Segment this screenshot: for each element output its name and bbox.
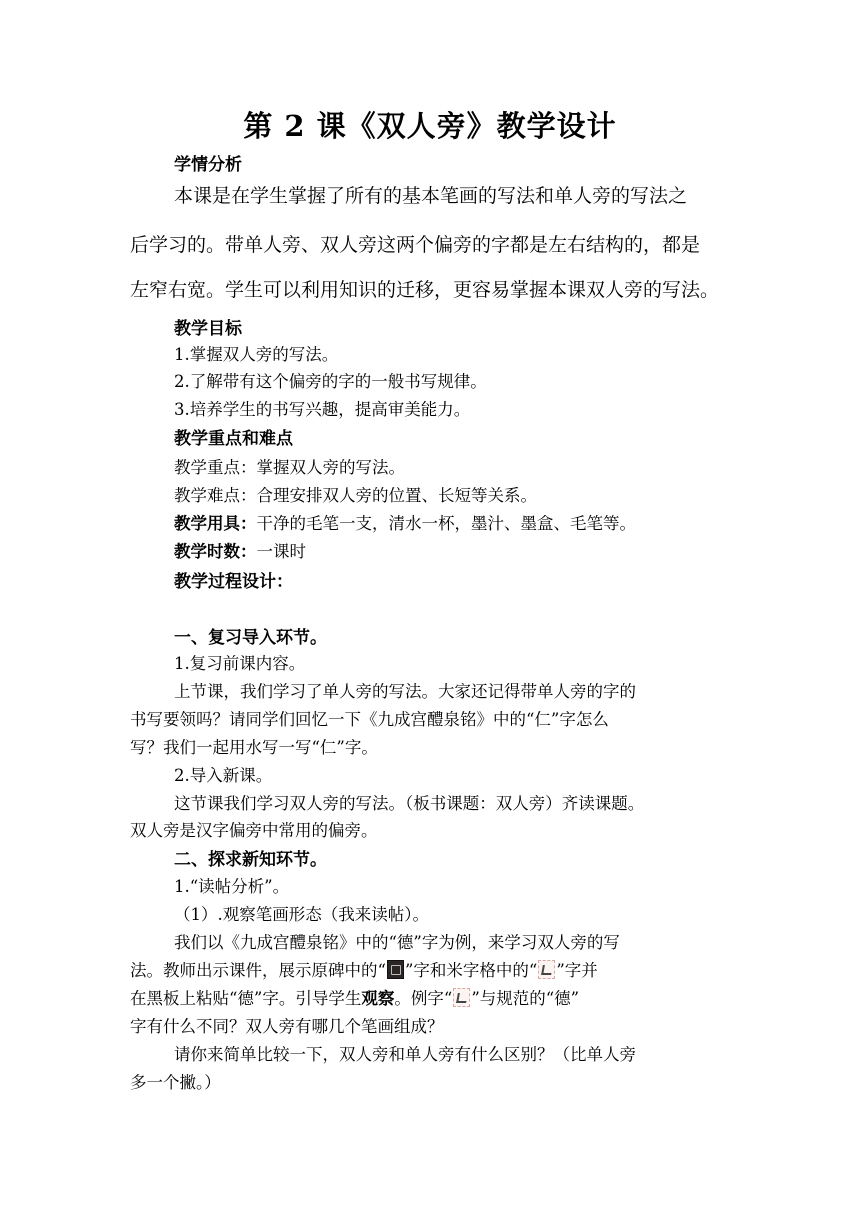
heading-part1: 一、复习导入环节。 <box>174 628 327 648</box>
heading-mubiao: 教学目标 <box>174 319 242 339</box>
part2-p2-line-2: 多一个撇。） <box>130 1073 221 1092</box>
part2-sub1a: （1）.观察笔画形态（我来读帖）。 <box>174 905 429 924</box>
part1-para2-line-1: 这节课我们学习双人旁的写法。（板书课题：双人旁）齐读课题。 <box>174 794 645 813</box>
heading-xueqing: 学情分析 <box>174 155 242 175</box>
part1-para1-line-2: 书写要领吗？请同学们回忆一下《九成宫醴泉铭》中的“仁”字怎么 <box>130 710 609 729</box>
yongju-label: 教学用具： <box>174 514 257 533</box>
shishu-line <box>174 538 306 562</box>
mubiao-item-2: 2.了解带有这个偏旁的字的一般书写规律。 <box>174 372 487 391</box>
xueqing-line-2: 后学习的。带单人旁、双人旁这两个偏旁的字都是左右结构的，都是 <box>130 234 701 256</box>
part1-sub2: 2.导入新课。 <box>174 766 273 785</box>
part2-p1-line-2-b: ”字和米字格中的“ <box>404 961 538 980</box>
stele-de-glyph-icon <box>387 960 404 979</box>
part2-p1-line-4: 字有什么不同？双人旁有哪几个笔画组成？ <box>130 1017 444 1036</box>
part2-p1-line-3-bold: 观察 <box>361 989 395 1008</box>
part1-para1-line-3: 写？我们一起用水写一写“仁”字。 <box>130 738 378 757</box>
yongju-text: 干净的毛笔一支，清水一杯，墨汁、墨盒、毛笔等。 <box>256 514 636 533</box>
xueqing-line-3: 左窄右宽。学生可以利用知识的迁移，更容易掌握本课双人旁的写法。 <box>130 279 720 301</box>
grid-de-glyph-icon <box>538 960 555 979</box>
part1-sub1: 1.复习前课内容。 <box>174 654 306 673</box>
part2-p1-line-2 <box>130 957 598 981</box>
zhongdian-item-2: 教学难点：合理安排双人旁的位置、长短等关系。 <box>174 486 537 505</box>
yongju-line <box>174 510 636 534</box>
zhongdian-item-1: 教学重点：掌握双人旁的写法。 <box>174 458 405 477</box>
part2-p1-line-3-b: 。例字“ <box>394 989 453 1008</box>
heading-part2: 二、探求新知环节。 <box>174 850 327 870</box>
part2-p1-line-3 <box>130 985 579 1009</box>
part2-p1-line-3-c: ”与规范的“德” <box>471 989 580 1008</box>
part2-sub1: 1.“读帖分析”。 <box>174 877 290 896</box>
mubiao-item-1: 1.掌握双人旁的写法。 <box>174 345 339 364</box>
part2-p1-line-1: 我们以《九成宫醴泉铭》中的“德”字为例，来学习双人旁的写 <box>174 933 620 952</box>
shishu-text: 一课时 <box>256 542 306 561</box>
example-de-glyph-icon <box>453 988 470 1007</box>
part1-para2-line-2: 双人旁是汉字偏旁中常用的偏旁。 <box>130 821 378 840</box>
part2-p1-line-3-a: 在黑板上粘贴“德”字。引导学生 <box>130 989 362 1008</box>
xueqing-line-1: 本课是在学生掌握了所有的基本笔画的写法和单人旁的写法之 <box>174 185 688 207</box>
part2-p1-line-2-c: ”字并 <box>556 961 598 980</box>
shishu-label: 教学时数： <box>174 542 257 561</box>
part2-p2-line-1: 请你来简单比较一下，双人旁和单人旁有什么区别？（比单人旁 <box>174 1045 636 1064</box>
mubiao-item-3: 3.培养学生的书写兴趣，提高审美能力。 <box>174 400 471 419</box>
heading-guocheng: 教学过程设计： <box>174 572 293 592</box>
part2-p1-line-2-a: 法。教师出示课件，展示原碑中的“ <box>130 961 386 980</box>
page-title: 第 2 课《双人旁》教学设计 <box>243 109 617 143</box>
heading-zhongdian: 教学重点和难点 <box>174 429 293 449</box>
part1-para1-line-1: 上节课，我们学习了单人旁的写法。大家还记得带单人旁的字的 <box>174 682 636 701</box>
